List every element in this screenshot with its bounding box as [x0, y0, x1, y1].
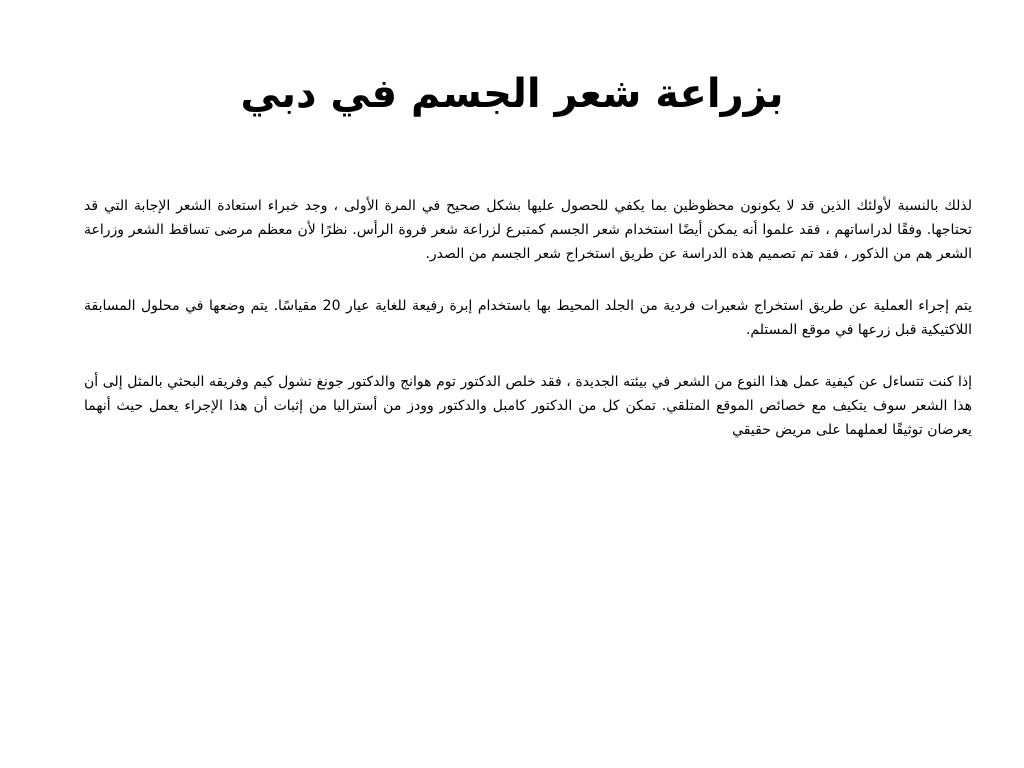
- paragraph-1: لذلك بالنسبة لأولئك الذين قد لا يكونون محظوظين بما يكفي للحصول عليها بشكل صحيح في المرة الأولى ، وجد خبراء استعادة الشعر الإجابة التي قد تحتاجها. وفقًا لدراساتهم ، فقد علموا أنه يمكن أيضًا استخدام شعر الجسم كمتبرع لزراعة شعر فروة الرأس. نظرًا لأن معظم مرضى تساقط الشعر وزراعة الشعر هم من الذكور ، فقد تم تصميم هذه الدراسة عن طريق استخراج شعر الجسم من الصدر.: [84, 198, 972, 262]
- slide-body: [84, 194, 972, 470]
- slide-title: بزراعة شعر الجسم في دبي: [240, 71, 784, 117]
- paragraph-3: إذا كنت تتساءل عن كيفية عمل هذا النوع من الشعر في بيئته الجديدة ، فقد خلص الدكتور توم هوانج والدكتور جونغ تشول كيم وفريقه البحثي بالمثل إلى أن هذا الشعر سوف يتكيف مع خصائص الموقع المتلقي. تمكن كل من الدكتور كامبل والدكتور وودز من أستراليا من إثبات أن هذا الإجراء يعمل حيث أنهما يعرضان توثيقًا لعملهما على مريض حقيقي: [84, 374, 972, 438]
- paragraph-2: يتم إجراء العملية عن طريق استخراج شعيرات فردية من الجلد المحيط بها باستخدام إبرة رفيعة للغاية عيار 20 مقياسًا. يتم وضعها في محلول المسابقة اللاكتيكية قبل زرعها في موقع المستلم.: [84, 298, 973, 338]
